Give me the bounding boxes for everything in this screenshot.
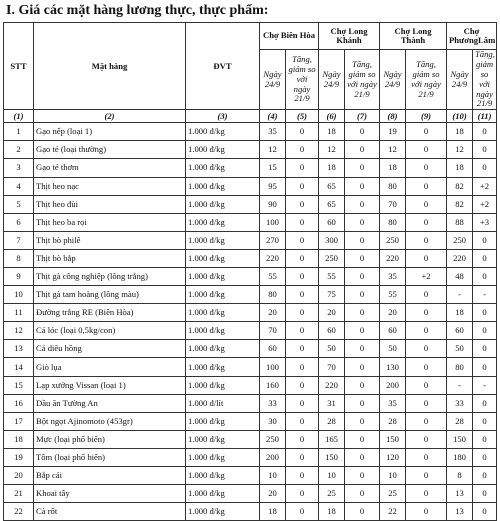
column-number: (10) <box>447 110 473 123</box>
cell-long-khanh-change: 0 <box>345 159 380 177</box>
cell-phuong-lam-change: - <box>473 376 497 394</box>
cell-stt: 2 <box>4 141 34 159</box>
cell-stt: 6 <box>4 213 34 231</box>
cell-bien-hoa-change: 0 <box>286 448 319 466</box>
cell-long-thanh-change: 0 <box>406 430 447 448</box>
cell-unit: 1.000 đ/kg <box>186 448 260 466</box>
cell-item: Cá lóc (loại 0,5kg/con) <box>34 322 186 340</box>
cell-bien-hoa-change: 0 <box>286 213 319 231</box>
cell-bien-hoa-change: 0 <box>286 503 319 521</box>
cell-unit: 1.000 đ/kg <box>186 376 260 394</box>
cell-unit: 1.000 đ/kg <box>186 467 260 485</box>
cell-long-thanh-change: 0 <box>406 177 447 195</box>
cell-long-thanh-change: 0 <box>406 123 447 141</box>
header-stt: STT <box>4 23 34 110</box>
cell-phuong-lam-date: 28 <box>447 412 473 430</box>
cell-item: Thịt heo nạc <box>34 177 186 195</box>
cell-item: Cá diêu hồng <box>34 340 186 358</box>
cell-bien-hoa-date: 220 <box>260 249 286 267</box>
cell-long-khanh-change: 0 <box>345 485 380 503</box>
cell-stt: 3 <box>4 159 34 177</box>
cell-long-khanh-date: 75 <box>319 286 345 304</box>
cell-long-thanh-date: 130 <box>380 358 406 376</box>
cell-long-khanh-date: 165 <box>319 430 345 448</box>
table-row <box>4 430 497 448</box>
cell-unit: 1.000 đ/lít <box>186 394 260 412</box>
cell-long-khanh-change: 0 <box>345 503 380 521</box>
cell-unit: 1.000 đ/kg <box>186 412 260 430</box>
cell-bien-hoa-date: 60 <box>260 340 286 358</box>
subheader-date: Ngày 24/9 <box>380 50 406 110</box>
cell-phuong-lam-date: 60 <box>447 322 473 340</box>
cell-long-khanh-date: 18 <box>319 123 345 141</box>
cell-unit: 1.000 đ/kg <box>186 322 260 340</box>
cell-long-thanh-change: 0 <box>406 304 447 322</box>
cell-phuong-lam-change: 0 <box>473 141 497 159</box>
cell-item: Thịt gà công nghiệp (lông trắng) <box>34 268 186 286</box>
cell-unit: 1.000 đ/kg <box>186 485 260 503</box>
cell-phuong-lam-change: 0 <box>473 249 497 267</box>
column-number: (2) <box>34 110 186 123</box>
cell-stt: 1 <box>4 123 34 141</box>
cell-unit: 1.000 đ/kg <box>186 159 260 177</box>
cell-stt: 11 <box>4 304 34 322</box>
cell-stt: 12 <box>4 322 34 340</box>
cell-item: Cà rốt <box>34 503 186 521</box>
cell-long-khanh-date: 31 <box>319 394 345 412</box>
table-row <box>4 231 497 249</box>
subheader-change: Tăng, giảm so với ngày 21/9 <box>286 50 319 110</box>
cell-stt: 8 <box>4 249 34 267</box>
cell-long-thanh-change: 0 <box>406 467 447 485</box>
cell-long-khanh-date: 250 <box>319 249 345 267</box>
table-row <box>4 286 497 304</box>
cell-item: Gạo tẻ thơm <box>34 159 186 177</box>
cell-long-thanh-date: 10 <box>380 467 406 485</box>
cell-long-thanh-change: 0 <box>406 249 447 267</box>
cell-long-thanh-change: 0 <box>406 141 447 159</box>
cell-item: Thịt bò philê <box>34 231 186 249</box>
cell-bien-hoa-change: 0 <box>286 394 319 412</box>
cell-stt: 21 <box>4 485 34 503</box>
cell-long-khanh-date: 220 <box>319 376 345 394</box>
cell-long-khanh-date: 70 <box>319 358 345 376</box>
cell-unit: 1.000 đ/kg <box>186 141 260 159</box>
cell-bien-hoa-date: 160 <box>260 376 286 394</box>
cell-phuong-lam-date: 13 <box>447 485 473 503</box>
cell-long-thanh-change: 0 <box>406 358 447 376</box>
cell-long-khanh-change: 0 <box>345 394 380 412</box>
table-row <box>4 467 497 485</box>
cell-stt: 9 <box>4 268 34 286</box>
cell-long-thanh-change: 0 <box>406 195 447 213</box>
cell-bien-hoa-change: 0 <box>286 123 319 141</box>
cell-bien-hoa-date: 100 <box>260 213 286 231</box>
cell-long-thanh-date: 250 <box>380 231 406 249</box>
cell-item: Khoai tây <box>34 485 186 503</box>
table-row <box>4 340 497 358</box>
cell-long-thanh-change: 0 <box>406 340 447 358</box>
header-market-phuong-lam: Chợ PhươngLâm <box>447 23 497 50</box>
cell-long-khanh-change: 0 <box>345 358 380 376</box>
cell-bien-hoa-date: 20 <box>260 485 286 503</box>
page-title: I. Giá các mặt hàng lương thực, thực phẩm: <box>6 3 269 18</box>
cell-long-khanh-date: 28 <box>319 412 345 430</box>
cell-bien-hoa-date: 95 <box>260 177 286 195</box>
column-number-row <box>4 110 497 123</box>
cell-item: Thịt heo đùi <box>34 195 186 213</box>
cell-unit: 1.000 đ/kg <box>186 177 260 195</box>
cell-long-khanh-date: 60 <box>319 213 345 231</box>
cell-item: Gạo tẻ (loại thường) <box>34 141 186 159</box>
column-number: (6) <box>319 110 345 123</box>
cell-long-thanh-change: 0 <box>406 503 447 521</box>
cell-long-thanh-date: 35 <box>380 268 406 286</box>
cell-long-thanh-change: 0 <box>406 322 447 340</box>
cell-bien-hoa-change: 0 <box>286 358 319 376</box>
cell-bien-hoa-date: 200 <box>260 448 286 466</box>
cell-long-thanh-date: 70 <box>380 195 406 213</box>
cell-phuong-lam-change: 0 <box>473 412 497 430</box>
cell-long-thanh-change: 0 <box>406 231 447 249</box>
cell-phuong-lam-change: 0 <box>473 394 497 412</box>
cell-bien-hoa-date: 30 <box>260 412 286 430</box>
cell-bien-hoa-change: 0 <box>286 249 319 267</box>
cell-phuong-lam-date: 18 <box>447 123 473 141</box>
cell-phuong-lam-change: 0 <box>473 159 497 177</box>
cell-long-thanh-date: 12 <box>380 141 406 159</box>
header-market-long-thanh: Chợ Long Thành <box>380 23 447 50</box>
cell-long-thanh-date: 50 <box>380 340 406 358</box>
cell-long-khanh-change: 0 <box>345 123 380 141</box>
cell-long-thanh-date: 150 <box>380 430 406 448</box>
cell-bien-hoa-change: 0 <box>286 340 319 358</box>
cell-phuong-lam-date: 88 <box>447 213 473 231</box>
cell-long-khanh-change: 0 <box>345 448 380 466</box>
cell-bien-hoa-date: 250 <box>260 430 286 448</box>
cell-unit: 1.000 đ/kg <box>186 195 260 213</box>
cell-long-thanh-date: 25 <box>380 485 406 503</box>
cell-long-thanh-date: 120 <box>380 448 406 466</box>
table-row <box>4 249 497 267</box>
cell-long-thanh-change: 0 <box>406 448 447 466</box>
cell-unit: 1.000 đ/kg <box>186 503 260 521</box>
cell-long-thanh-change: 0 <box>406 286 447 304</box>
column-number: (3) <box>186 110 260 123</box>
cell-bien-hoa-change: 0 <box>286 268 319 286</box>
cell-item: Thịt heo ba rọi <box>34 213 186 231</box>
column-number: (7) <box>345 110 380 123</box>
cell-bien-hoa-date: 70 <box>260 322 286 340</box>
cell-stt: 18 <box>4 430 34 448</box>
cell-phuong-lam-date: 18 <box>447 159 473 177</box>
cell-long-thanh-date: 80 <box>380 213 406 231</box>
table-row <box>4 376 497 394</box>
cell-long-khanh-change: 0 <box>345 141 380 159</box>
subheader-change: Tăng, giảm so với ngày 21/9 <box>345 50 380 110</box>
cell-long-thanh-date: 80 <box>380 177 406 195</box>
cell-long-khanh-date: 10 <box>319 467 345 485</box>
column-number: (4) <box>260 110 286 123</box>
cell-long-khanh-change: 0 <box>345 268 380 286</box>
cell-phuong-lam-change: - <box>473 286 497 304</box>
subheader-date: Ngày 24/9 <box>319 50 345 110</box>
table-row <box>4 123 497 141</box>
cell-unit: 1.000 đ/kg <box>186 231 260 249</box>
cell-long-thanh-date: 60 <box>380 322 406 340</box>
cell-long-thanh-date: 20 <box>380 304 406 322</box>
cell-long-khanh-change: 0 <box>345 412 380 430</box>
cell-phuong-lam-date: 33 <box>447 394 473 412</box>
cell-phuong-lam-date: 80 <box>447 358 473 376</box>
cell-bien-hoa-date: 18 <box>260 503 286 521</box>
cell-bien-hoa-change: 0 <box>286 412 319 430</box>
table-row <box>4 213 497 231</box>
cell-bien-hoa-change: 0 <box>286 467 319 485</box>
cell-item: Giò lụa <box>34 358 186 376</box>
cell-item: Lạp xưởng Vissan (loại 1) <box>34 376 186 394</box>
cell-long-thanh-date: 22 <box>380 503 406 521</box>
cell-long-khanh-change: 0 <box>345 286 380 304</box>
table-row <box>4 177 497 195</box>
cell-stt: 17 <box>4 412 34 430</box>
table-row <box>4 358 497 376</box>
cell-phuong-lam-date: 82 <box>447 195 473 213</box>
cell-bien-hoa-date: 270 <box>260 231 286 249</box>
cell-long-khanh-date: 18 <box>319 503 345 521</box>
cell-long-khanh-change: 0 <box>345 322 380 340</box>
column-number: (1) <box>4 110 34 123</box>
cell-long-khanh-change: 0 <box>345 231 380 249</box>
cell-item: Bột ngọt Ajinomoto (453gr) <box>34 412 186 430</box>
cell-bien-hoa-date: 55 <box>260 268 286 286</box>
cell-bien-hoa-change: 0 <box>286 177 319 195</box>
cell-bien-hoa-change: 0 <box>286 286 319 304</box>
cell-unit: 1.000 đ/kg <box>186 358 260 376</box>
cell-bien-hoa-date: 12 <box>260 141 286 159</box>
table-row <box>4 448 497 466</box>
cell-long-thanh-date: 55 <box>380 286 406 304</box>
cell-long-khanh-date: 25 <box>319 485 345 503</box>
cell-bien-hoa-date: 35 <box>260 123 286 141</box>
cell-phuong-lam-change: 0 <box>473 304 497 322</box>
cell-long-khanh-change: 0 <box>345 177 380 195</box>
cell-long-khanh-date: 60 <box>319 322 345 340</box>
column-number: (8) <box>380 110 406 123</box>
cell-long-khanh-change: 0 <box>345 376 380 394</box>
table-row <box>4 141 497 159</box>
cell-item: Thịt bò bắp <box>34 249 186 267</box>
cell-phuong-lam-date: 250 <box>447 231 473 249</box>
table-row <box>4 485 497 503</box>
cell-phuong-lam-change: 0 <box>473 448 497 466</box>
cell-long-khanh-change: 0 <box>345 467 380 485</box>
cell-long-khanh-date: 55 <box>319 268 345 286</box>
cell-stt: 7 <box>4 231 34 249</box>
cell-phuong-lam-change: +2 <box>473 195 497 213</box>
cell-bien-hoa-date: 10 <box>260 467 286 485</box>
cell-long-khanh-date: 65 <box>319 195 345 213</box>
cell-long-thanh-change: 0 <box>406 376 447 394</box>
cell-item: Gạo nếp (loại 1) <box>34 123 186 141</box>
cell-bien-hoa-change: 0 <box>286 485 319 503</box>
cell-item: Mực (loại phổ biến) <box>34 430 186 448</box>
cell-long-khanh-date: 65 <box>319 177 345 195</box>
cell-long-thanh-change: 0 <box>406 213 447 231</box>
cell-bien-hoa-change: 0 <box>286 231 319 249</box>
cell-long-khanh-date: 12 <box>319 141 345 159</box>
cell-phuong-lam-date: 180 <box>447 448 473 466</box>
column-number: (11) <box>473 110 497 123</box>
cell-item: Đường trắng RE (Biên Hòa) <box>34 304 186 322</box>
header-item: Mặt hàng <box>34 23 186 110</box>
cell-long-thanh-date: 35 <box>380 394 406 412</box>
cell-unit: 1.000 đ/kg <box>186 304 260 322</box>
cell-phuong-lam-change: 0 <box>473 358 497 376</box>
cell-long-khanh-date: 18 <box>319 159 345 177</box>
cell-phuong-lam-change: 0 <box>473 322 497 340</box>
cell-long-thanh-date: 28 <box>380 412 406 430</box>
cell-phuong-lam-date: 82 <box>447 177 473 195</box>
subheader-change: Tăng, giảm so với ngày 21/9 <box>406 50 447 110</box>
cell-stt: 15 <box>4 376 34 394</box>
cell-phuong-lam-change: 0 <box>473 503 497 521</box>
cell-unit: 1.000 đ/kg <box>186 123 260 141</box>
header-market-long-khanh: Chợ Long Khánh <box>319 23 380 50</box>
cell-long-khanh-date: 150 <box>319 448 345 466</box>
cell-phuong-lam-date: - <box>447 286 473 304</box>
cell-stt: 10 <box>4 286 34 304</box>
cell-unit: 1.000 đ/kg <box>186 268 260 286</box>
cell-phuong-lam-change: 0 <box>473 340 497 358</box>
cell-phuong-lam-change: +2 <box>473 177 497 195</box>
cell-long-khanh-change: 0 <box>345 304 380 322</box>
cell-unit: 1.000 đ/kg <box>186 430 260 448</box>
cell-phuong-lam-date: 150 <box>447 430 473 448</box>
table-row <box>4 304 497 322</box>
cell-bien-hoa-date: 90 <box>260 195 286 213</box>
cell-stt: 4 <box>4 177 34 195</box>
table-row <box>4 159 497 177</box>
cell-stt: 19 <box>4 448 34 466</box>
cell-phuong-lam-date: 8 <box>447 467 473 485</box>
cell-bien-hoa-date: 15 <box>260 159 286 177</box>
cell-item: Bắp cải <box>34 467 186 485</box>
cell-long-thanh-change: 0 <box>406 159 447 177</box>
cell-phuong-lam-date: 48 <box>447 268 473 286</box>
cell-phuong-lam-change: +3 <box>473 213 497 231</box>
cell-long-khanh-change: 0 <box>345 249 380 267</box>
cell-phuong-lam-date: 18 <box>447 304 473 322</box>
cell-phuong-lam-date: - <box>447 376 473 394</box>
cell-long-khanh-date: 300 <box>319 231 345 249</box>
cell-long-thanh-date: 220 <box>380 249 406 267</box>
subheader-change: Tăng, giảm so với ngày 21/9 <box>473 50 497 110</box>
cell-bien-hoa-change: 0 <box>286 430 319 448</box>
subheader-date: Ngày 24/9 <box>260 50 286 110</box>
cell-stt: 5 <box>4 195 34 213</box>
cell-bien-hoa-change: 0 <box>286 195 319 213</box>
cell-bien-hoa-date: 80 <box>260 286 286 304</box>
cell-long-thanh-change: 0 <box>406 394 447 412</box>
cell-stt: 22 <box>4 503 34 521</box>
cell-long-thanh-change: 0 <box>406 485 447 503</box>
cell-unit: 1.000 đ/kg <box>186 249 260 267</box>
column-number: (9) <box>406 110 447 123</box>
cell-long-thanh-date: 18 <box>380 159 406 177</box>
cell-phuong-lam-change: 0 <box>473 485 497 503</box>
table-row <box>4 268 497 286</box>
cell-phuong-lam-change: 0 <box>473 123 497 141</box>
table-row <box>4 195 497 213</box>
header-unit: ĐVT <box>186 23 260 110</box>
table-row <box>4 503 497 521</box>
cell-bien-hoa-change: 0 <box>286 304 319 322</box>
cell-bien-hoa-change: 0 <box>286 141 319 159</box>
column-number: (5) <box>286 110 319 123</box>
cell-stt: 16 <box>4 394 34 412</box>
cell-phuong-lam-date: 13 <box>447 503 473 521</box>
cell-long-khanh-date: 20 <box>319 304 345 322</box>
cell-phuong-lam-change: 0 <box>473 430 497 448</box>
cell-long-thanh-date: 200 <box>380 376 406 394</box>
cell-stt: 13 <box>4 340 34 358</box>
cell-phuong-lam-date: 12 <box>447 141 473 159</box>
table-row <box>4 412 497 430</box>
subheader-date: Ngày 24/9 <box>447 50 473 110</box>
cell-unit: 1.000 đ/kg <box>186 340 260 358</box>
cell-stt: 14 <box>4 358 34 376</box>
cell-unit: 1.000 đ/kg <box>186 286 260 304</box>
cell-item: Thịt gà tam hoàng (lông màu) <box>34 286 186 304</box>
cell-long-khanh-change: 0 <box>345 340 380 358</box>
cell-long-thanh-change: +2 <box>406 268 447 286</box>
cell-phuong-lam-change: 0 <box>473 231 497 249</box>
cell-long-thanh-date: 19 <box>380 123 406 141</box>
cell-long-khanh-change: 0 <box>345 195 380 213</box>
cell-bien-hoa-change: 0 <box>286 322 319 340</box>
cell-item: Dầu ăn Tường An <box>34 394 186 412</box>
price-table <box>3 22 497 521</box>
cell-stt: 20 <box>4 467 34 485</box>
cell-bien-hoa-date: 33 <box>260 394 286 412</box>
cell-phuong-lam-date: 220 <box>447 249 473 267</box>
table-row <box>4 394 497 412</box>
cell-long-khanh-change: 0 <box>345 430 380 448</box>
cell-phuong-lam-change: 0 <box>473 467 497 485</box>
cell-item: Tôm (loại phổ biến) <box>34 448 186 466</box>
cell-bien-hoa-date: 100 <box>260 358 286 376</box>
cell-bien-hoa-date: 20 <box>260 304 286 322</box>
cell-long-khanh-change: 0 <box>345 213 380 231</box>
cell-phuong-lam-date: 50 <box>447 340 473 358</box>
cell-long-khanh-date: 50 <box>319 340 345 358</box>
cell-bien-hoa-change: 0 <box>286 159 319 177</box>
cell-long-thanh-change: 0 <box>406 412 447 430</box>
cell-bien-hoa-change: 0 <box>286 376 319 394</box>
table-row <box>4 322 497 340</box>
cell-unit: 1.000 đ/kg <box>186 213 260 231</box>
cell-phuong-lam-change: 0 <box>473 268 497 286</box>
header-market-bien-hoa: Chợ Biên Hòa <box>260 23 319 50</box>
